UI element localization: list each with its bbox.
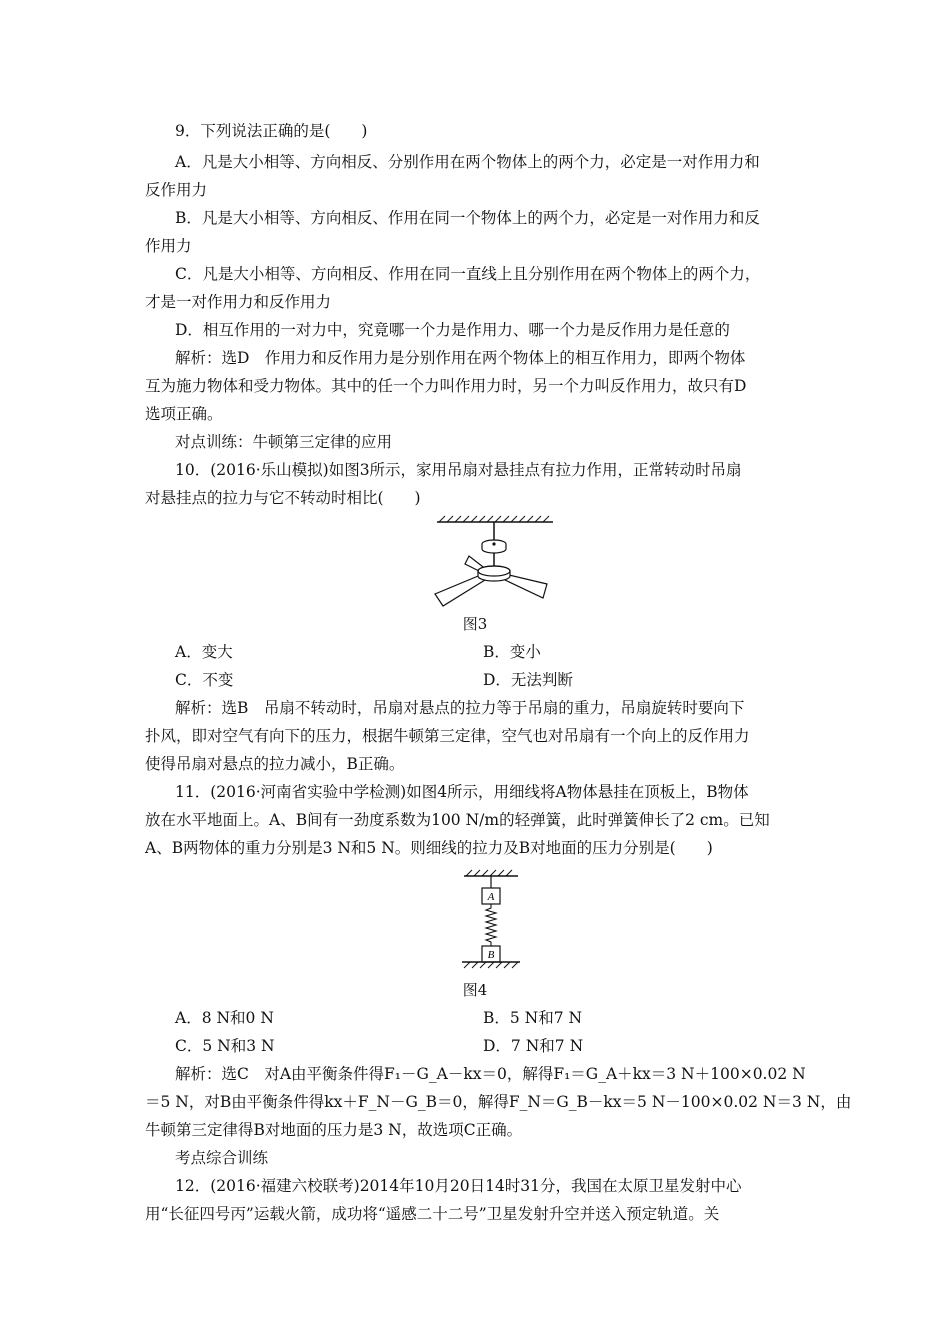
figure-3-caption: 图3 (462, 615, 488, 633)
q11-analysis: 解析：选C 对A由平衡条件得F₁－G_A－kx＝0，解得F₁＝G_A＋kx＝3 N＋100×0.02 N (175, 1065, 806, 1083)
q9-option-a: A．凡是大小相等、方向相反、分别作用在两个物体上的两个力，必定是一对作用力和 (175, 153, 760, 171)
q10-stem: 10．(2016·乐山模拟)如图3所示，家用吊扇对悬挂点有拉力作用，正常转动时吊扇 (175, 461, 742, 479)
q9-option-a-cont: 反作用力 (145, 181, 208, 199)
q9-option-c-cont: 才是一对作用力和反作用力 (145, 293, 332, 311)
section-heading-practice: 对点训练：牛顿第三定律的应用 (175, 433, 393, 451)
figure-4-caption: 图4 (462, 981, 488, 999)
q10-option-b: B．变小 (483, 643, 541, 661)
q10-analysis: 解析：选B 吊扇不转动时，吊扇对悬点的拉力等于吊扇的重力，吊扇旋转时要向下 (175, 699, 745, 717)
q9-option-b: B．凡是大小相等、方向相反、作用在同一个物体上的两个力，必定是一对作用力和反 (175, 209, 760, 227)
q9-analysis-cont1: 互为施力物体和受力物体。其中的任一个力叫作用力时，另一个力叫反作用力，故只有D (145, 377, 747, 395)
q12-stem: 12．(2016·福建六校联考)2014年10月20日14时31分，我国在太原卫星发射中心 (175, 1177, 742, 1195)
q11-analysis-cont2: 牛顿第三定律得B对地面的压力是3 N，故选项C正确。 (145, 1121, 523, 1139)
q9-analysis-cont2: 选项正确。 (145, 405, 223, 423)
q11-option-a: A．8 N和0 N (175, 1009, 274, 1027)
block-b-label: B (487, 949, 495, 961)
figure-4-spring-blocks (458, 864, 524, 972)
q9-option-b-cont: 作用力 (145, 237, 192, 255)
q11-stem-cont1: 放在水平地面上。A、B间有一劲度系数为100 N/m的轻弹簧，此时弹簧伸长了2 cm。已知 (145, 811, 770, 829)
q11-option-b: B．5 N和7 N (483, 1009, 583, 1027)
q9-stem: 9．下列说法正确的是( ) (175, 122, 368, 140)
q10-option-d: D．无法判断 (483, 671, 573, 689)
q11-stem: 11．(2016·河南省实验中学检测)如图4所示，用细线将A物体悬挂在顶板上，B物体 (175, 783, 749, 801)
q10-stem-cont: 对悬挂点的拉力与它不转动时相比( ) (145, 489, 421, 507)
block-a-label: A (487, 891, 495, 903)
q10-option-a: A．变大 (175, 643, 233, 661)
figure-3-ceiling-fan (425, 508, 565, 610)
q9-analysis: 解析：选D 作用力和反作用力是分别作用在两个物体上的相互作用力，即两个物体 (175, 349, 746, 367)
q10-analysis-cont2: 使得吊扇对悬点的拉力减小，B正确。 (145, 755, 405, 773)
q11-option-d: D．7 N和7 N (483, 1037, 584, 1055)
q11-stem-cont2: A、B两物体的重力分别是3 N和5 N。则细线的拉力及B对地面的压力分别是( ) (145, 839, 713, 857)
q11-analysis-cont1: ＝5 N，对B由平衡条件得kx＋F_N－G_B＝0，解得F_N＝G_B－kx＝5 N－100×0.02 N＝3 N，由 (145, 1093, 852, 1111)
q11-option-c: C．5 N和3 N (175, 1037, 275, 1055)
section-heading-comprehensive: 考点综合训练 (175, 1149, 269, 1167)
q9-option-d: D．相互作用的一对力中，究竟哪一个力是作用力、哪一个力是反作用力是任意的 (175, 321, 730, 339)
q9-option-c: C．凡是大小相等、方向相反、作用在同一直线上且分别作用在两个物体上的两个力， (175, 265, 761, 283)
q10-analysis-cont1: 扑风，即对空气有向下的压力，根据牛顿第三定律，空气也对吊扇有一个向上的反作用力 (145, 727, 750, 745)
q10-option-c: C．不变 (175, 671, 234, 689)
q12-stem-cont: 用“长征四号丙”运载火箭，成功将“遥感二十二号”卫星发射升空并送入预定轨道。关 (145, 1205, 720, 1223)
